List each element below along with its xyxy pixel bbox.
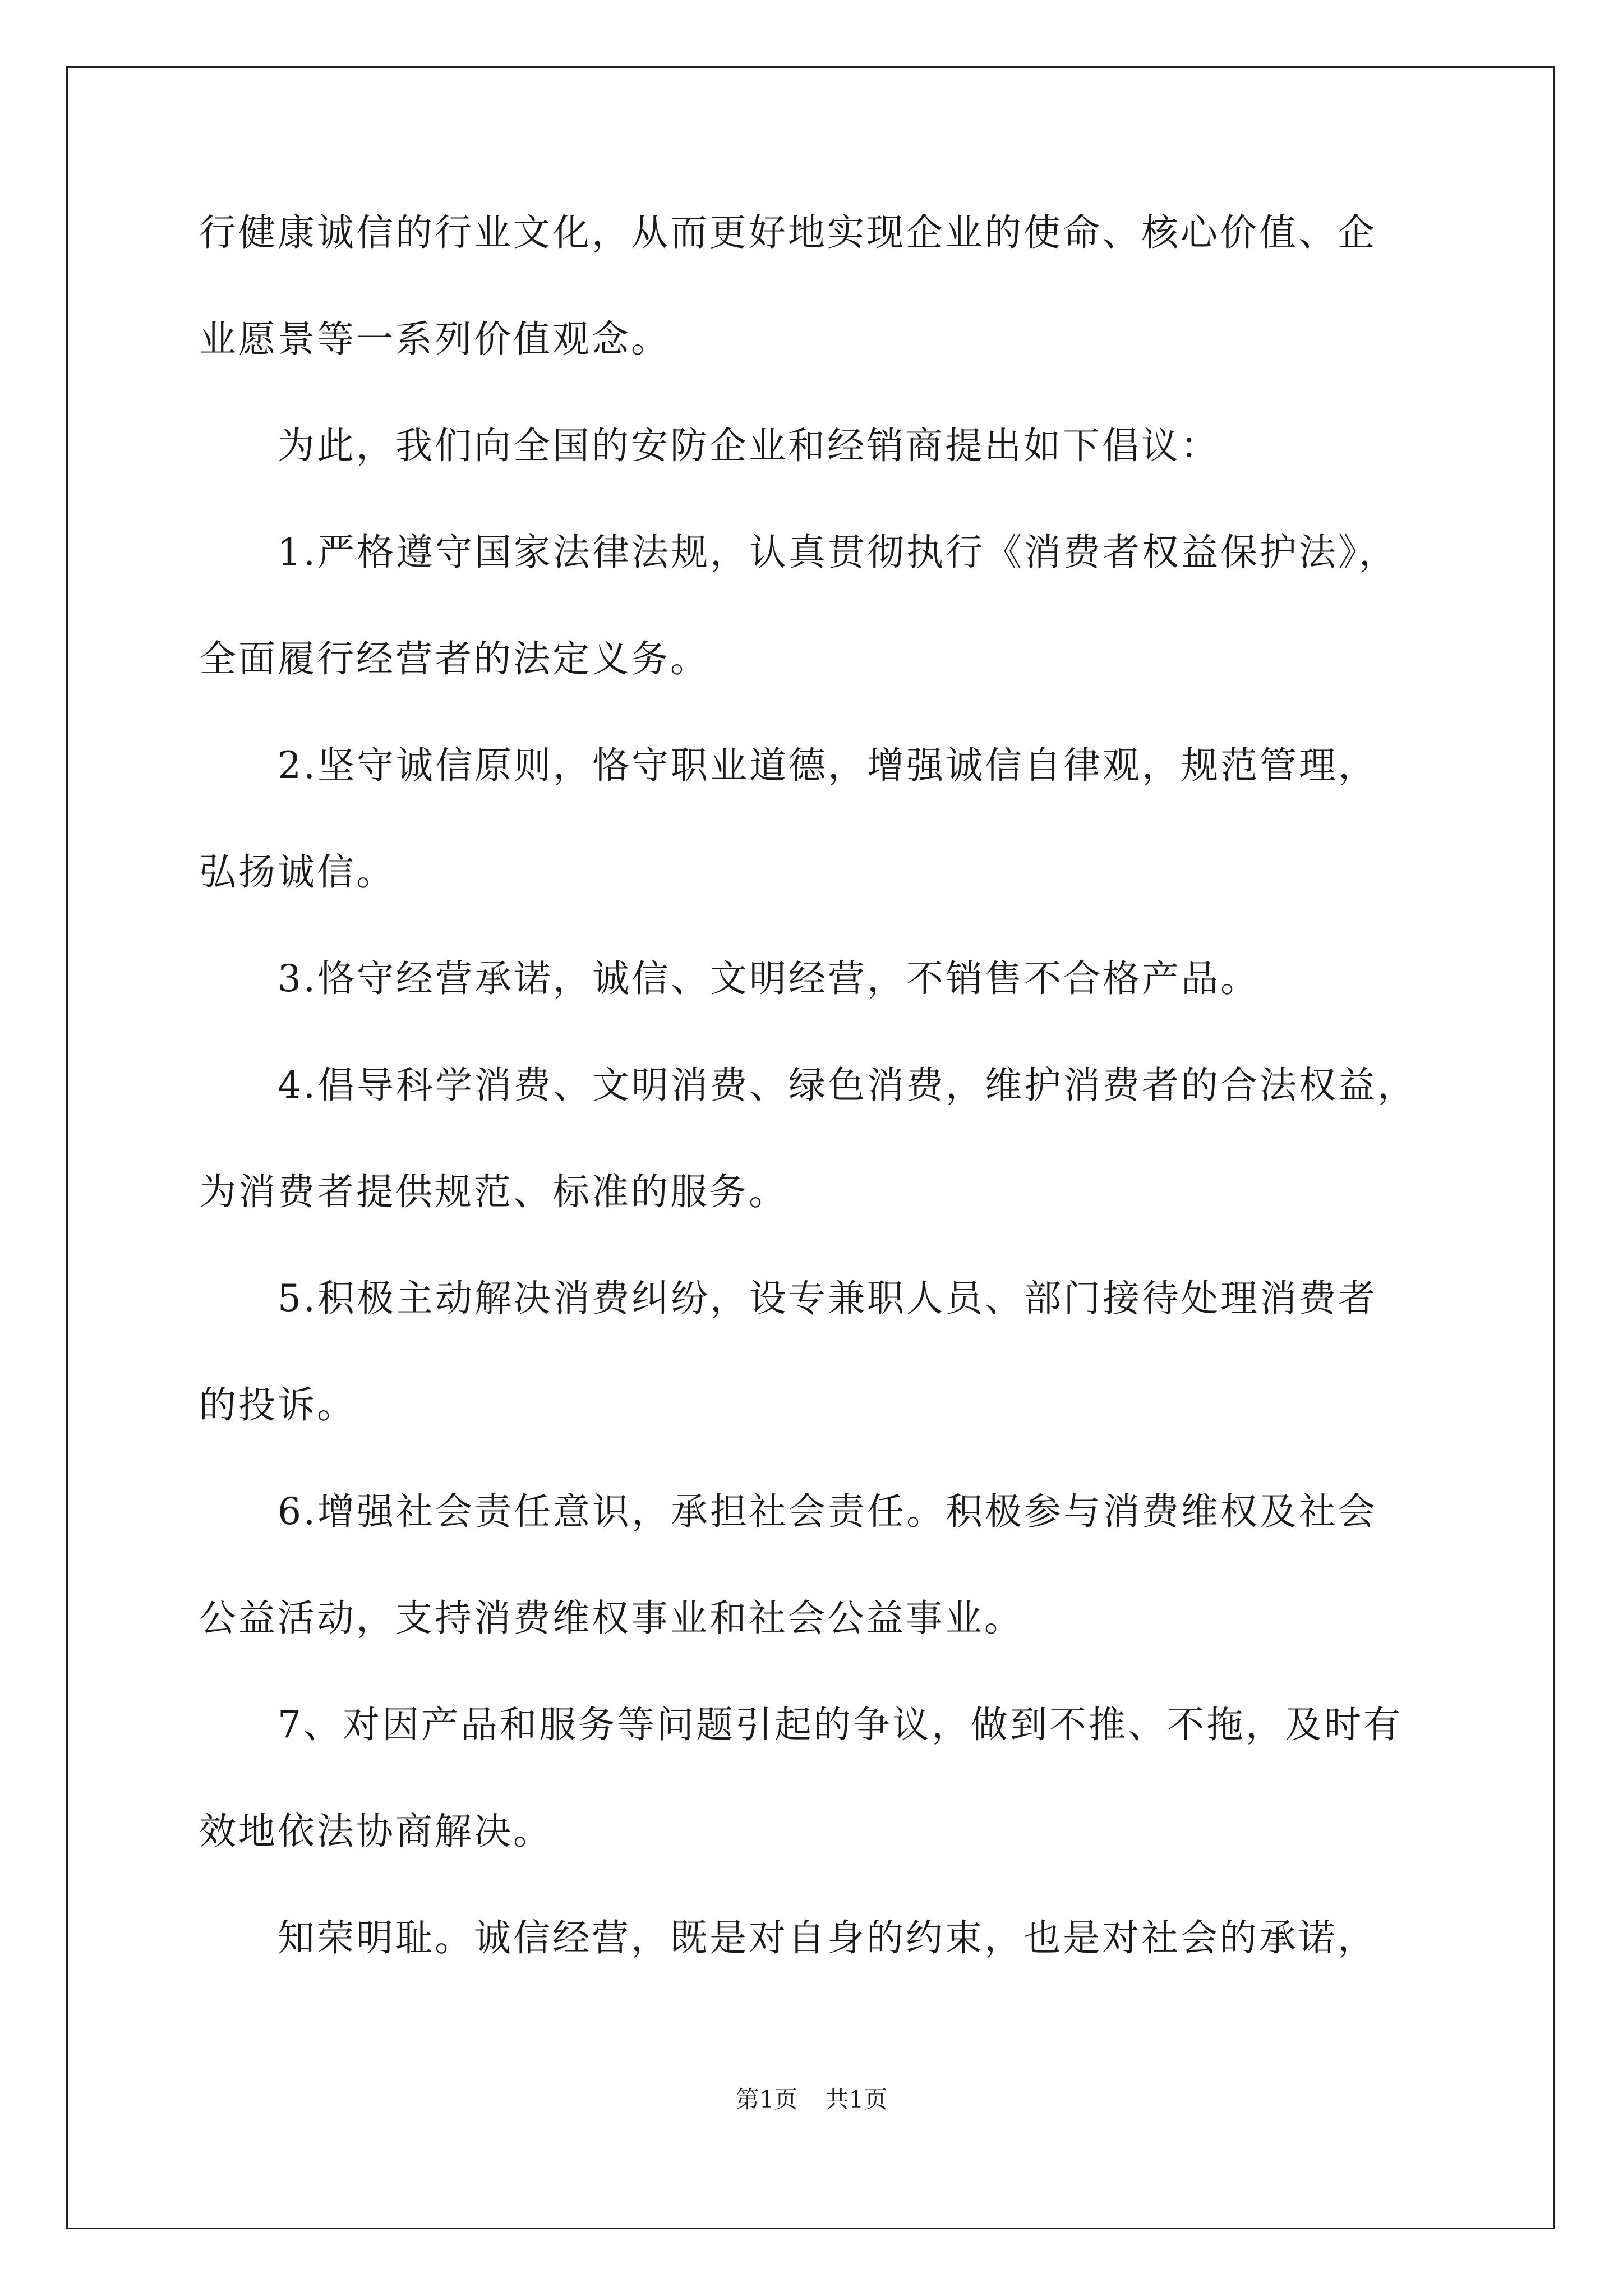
text-line: 7、对因产品和服务等问题引起的争议，做到不推、不拖，及时有 [278, 1703, 1403, 1746]
text-line: 行健康诚信的行业文化，从而更好地实现企业的使命、核心价值、企 [199, 211, 1377, 254]
text-line: 弘扬诚信。 [199, 850, 395, 894]
page-number: 第1页 [735, 2086, 798, 2113]
text-line: 3.恪守经营承诺，诚信、文明经营，不销售不合格产品。 [278, 957, 1260, 1000]
text-line: 为消费者提供规范、标准的服务。 [199, 1170, 788, 1213]
text-line: 2.坚守诚信原则，恪守职业道德，增强诚信自律观，规范管理， [278, 744, 1377, 787]
text-line: 6.增强社会责任意识，承担社会责任。积极参与消费维权及社会 [278, 1490, 1377, 1533]
page-total: 共1页 [825, 2086, 888, 2113]
text-line: 5.积极主动解决消费纠纷，设专兼职人员、部门接待处理消费者 [278, 1277, 1377, 1320]
text-line: 业愿景等一系列价值观念。 [199, 318, 670, 361]
text-line: 全面履行经营者的法定义务。 [199, 637, 709, 680]
page-footer [0, 2084, 1623, 2115]
text-line: 知荣明耻。诚信经营，既是对自身的约束，也是对社会的承诺， [278, 1916, 1377, 1959]
text-line: 效地依法协商解决。 [199, 1810, 552, 1853]
text-line: 1.严格遵守国家法律法规，认真贯彻执行《消费者权益保护法》， [278, 531, 1398, 574]
text-line: 公益活动，支持消费维权事业和社会公益事业。 [199, 1596, 1023, 1640]
text-line: 4.倡导科学消费、文明消费、绿色消费，维护消费者的合法权益， [278, 1064, 1417, 1107]
page-border [66, 66, 1555, 2229]
text-line: 的投诉。 [199, 1383, 356, 1427]
text-line: 为此，我们向全国的安防企业和经销商提出如下倡议： [278, 424, 1220, 467]
